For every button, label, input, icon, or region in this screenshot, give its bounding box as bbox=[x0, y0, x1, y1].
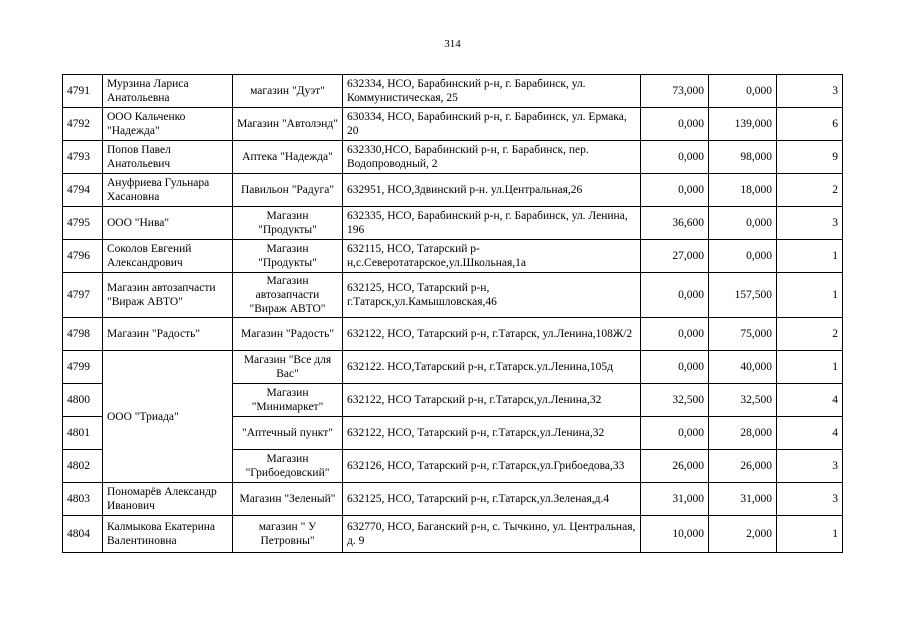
table-row bbox=[63, 174, 843, 207]
value-3-cell: 1 bbox=[777, 273, 843, 318]
value-2-cell: 18,000 bbox=[709, 174, 777, 207]
row-number: 4794 bbox=[63, 174, 103, 207]
address-cell: 632122. НСО,Татарский р-н, г.Татарск.ул.Ленина,105д bbox=[343, 351, 641, 384]
table-row bbox=[63, 318, 843, 351]
value-1-cell: 0,000 bbox=[641, 141, 709, 174]
value-2-cell: 32,500 bbox=[709, 384, 777, 417]
table-row bbox=[63, 516, 843, 553]
row-number: 4793 bbox=[63, 141, 103, 174]
value-2-cell: 98,000 bbox=[709, 141, 777, 174]
value-1-cell: 10,000 bbox=[641, 516, 709, 553]
row-number: 4792 bbox=[63, 108, 103, 141]
address-cell: 632951, НСО,Здвинский р-н. ул.Центральная,26 bbox=[343, 174, 641, 207]
table-row bbox=[63, 141, 843, 174]
owner-cell: Ануфриева Гульнара Хасановна bbox=[103, 174, 233, 207]
store-type-cell: Аптека "Надежда" bbox=[233, 141, 343, 174]
store-type-cell: Магазин "Автолэнд" bbox=[233, 108, 343, 141]
address-cell: 630334, НСО, Барабинский р-н, г. Барабинск, ул. Ермака, 20 bbox=[343, 108, 641, 141]
address-cell: 632122, НСО, Татарский р-н, г.Татарск,ул.Ленина,32 bbox=[343, 417, 641, 450]
value-3-cell: 1 bbox=[777, 240, 843, 273]
registry-table bbox=[62, 74, 843, 553]
owner-cell: Магазин "Радость" bbox=[103, 318, 233, 351]
row-number: 4795 bbox=[63, 207, 103, 240]
value-3-cell: 6 bbox=[777, 108, 843, 141]
owner-cell: Соколов Евгений Александрович bbox=[103, 240, 233, 273]
owner-cell: Калмыкова Екатерина Валентиновна bbox=[103, 516, 233, 553]
value-2-cell: 139,000 bbox=[709, 108, 777, 141]
address-cell: 632122, НСО Татарский р-н, г.Татарск,ул.Ленина,32 bbox=[343, 384, 641, 417]
value-1-cell: 73,000 bbox=[641, 75, 709, 108]
address-cell: 632330,НСО, Барабинский р-н, г. Барабинск, пер. Водопроводный, 2 bbox=[343, 141, 641, 174]
store-type-cell: Магазин "Минимаркет" bbox=[233, 384, 343, 417]
store-type-cell: магазин " У Петровны" bbox=[233, 516, 343, 553]
row-number: 4798 bbox=[63, 318, 103, 351]
value-2-cell: 0,000 bbox=[709, 207, 777, 240]
value-2-cell: 40,000 bbox=[709, 351, 777, 384]
table-row bbox=[63, 75, 843, 108]
row-number: 4796 bbox=[63, 240, 103, 273]
owner-cell: ООО Кальченко "Надежда" bbox=[103, 108, 233, 141]
row-number: 4802 bbox=[63, 450, 103, 483]
row-number: 4804 bbox=[63, 516, 103, 553]
value-2-cell: 75,000 bbox=[709, 318, 777, 351]
value-3-cell: 3 bbox=[777, 75, 843, 108]
owner-cell: Магазин автозапчасти "Вираж АВТО" bbox=[103, 273, 233, 318]
address-cell: 632115, НСО, Татарский р-н,с.Северотатарское,ул.Школьная,1а bbox=[343, 240, 641, 273]
table-row bbox=[63, 483, 843, 516]
value-3-cell: 3 bbox=[777, 483, 843, 516]
value-2-cell: 26,000 bbox=[709, 450, 777, 483]
value-1-cell: 0,000 bbox=[641, 273, 709, 318]
value-3-cell: 3 bbox=[777, 207, 843, 240]
value-1-cell: 0,000 bbox=[641, 174, 709, 207]
owner-cell: Пономарёв Александр Иванович bbox=[103, 483, 233, 516]
table-row bbox=[63, 207, 843, 240]
store-type-cell: Магазин автозапчасти "Вираж АВТО" bbox=[233, 273, 343, 318]
value-3-cell: 9 bbox=[777, 141, 843, 174]
owner-cell: Мурзина Лариса Анатольевна bbox=[103, 75, 233, 108]
value-2-cell: 31,000 bbox=[709, 483, 777, 516]
value-1-cell: 36,600 bbox=[641, 207, 709, 240]
value-3-cell: 2 bbox=[777, 318, 843, 351]
row-number: 4799 bbox=[63, 351, 103, 384]
store-type-cell: Магазин "Продукты" bbox=[233, 240, 343, 273]
value-1-cell: 32,500 bbox=[641, 384, 709, 417]
row-number: 4800 bbox=[63, 384, 103, 417]
value-3-cell: 3 bbox=[777, 450, 843, 483]
owner-cell: Попов Павел Анатольевич bbox=[103, 141, 233, 174]
store-type-cell: "Аптечный пункт" bbox=[233, 417, 343, 450]
table-row bbox=[63, 351, 843, 384]
table-row bbox=[63, 273, 843, 318]
page-number: 314 bbox=[444, 38, 461, 50]
value-1-cell: 26,000 bbox=[641, 450, 709, 483]
address-cell: 632126, НСО, Татарский р-н, г.Татарск,ул.Грибоедова,33 bbox=[343, 450, 641, 483]
store-type-cell: Магазин "Продукты" bbox=[233, 207, 343, 240]
value-3-cell: 1 bbox=[777, 516, 843, 553]
address-cell: 632770, НСО, Баганский р-н, с. Тычкино, ул. Центральная, д. 9 bbox=[343, 516, 641, 553]
value-3-cell: 1 bbox=[777, 351, 843, 384]
value-1-cell: 0,000 bbox=[641, 318, 709, 351]
address-cell: 632122, НСО, Татарский р-н, г.Татарск, ул.Ленина,108Ж/2 bbox=[343, 318, 641, 351]
owner-cell: ООО "Нива" bbox=[103, 207, 233, 240]
value-3-cell: 4 bbox=[777, 417, 843, 450]
value-2-cell: 28,000 bbox=[709, 417, 777, 450]
store-type-cell: Магазин "Все для Вас" bbox=[233, 351, 343, 384]
row-number: 4801 bbox=[63, 417, 103, 450]
value-1-cell: 0,000 bbox=[641, 351, 709, 384]
address-cell: 632334, НСО, Барабинский р-н, г. Барабинск, ул. Коммунистическая, 25 bbox=[343, 75, 641, 108]
row-number: 4803 bbox=[63, 483, 103, 516]
value-1-cell: 0,000 bbox=[641, 417, 709, 450]
value-2-cell: 157,500 bbox=[709, 273, 777, 318]
store-type-cell: Магазин "Радость" bbox=[233, 318, 343, 351]
store-type-cell: Магазин "Грибоедовский" bbox=[233, 450, 343, 483]
address-cell: 632125, НСО, Татарский р-н, г.Татарск,ул.Зеленая,д.4 bbox=[343, 483, 641, 516]
value-1-cell: 27,000 bbox=[641, 240, 709, 273]
store-type-cell: Магазин "Зеленый" bbox=[233, 483, 343, 516]
table-row bbox=[63, 240, 843, 273]
value-2-cell: 0,000 bbox=[709, 75, 777, 108]
owner-cell: ООО "Триада" bbox=[103, 351, 233, 483]
address-cell: 632335, НСО, Барабинский р-н, г. Барабинск, ул. Ленина, 196 bbox=[343, 207, 641, 240]
value-3-cell: 2 bbox=[777, 174, 843, 207]
row-number: 4791 bbox=[63, 75, 103, 108]
value-3-cell: 4 bbox=[777, 384, 843, 417]
store-type-cell: Павильон "Радуга" bbox=[233, 174, 343, 207]
value-2-cell: 0,000 bbox=[709, 240, 777, 273]
value-1-cell: 31,000 bbox=[641, 483, 709, 516]
address-cell: 632125, НСО, Татарский р-н, г.Татарск,ул.Камышловская,46 bbox=[343, 273, 641, 318]
value-2-cell: 2,000 bbox=[709, 516, 777, 553]
row-number: 4797 bbox=[63, 273, 103, 318]
table-row bbox=[63, 108, 843, 141]
value-1-cell: 0,000 bbox=[641, 108, 709, 141]
store-type-cell: магазин "Дуэт" bbox=[233, 75, 343, 108]
